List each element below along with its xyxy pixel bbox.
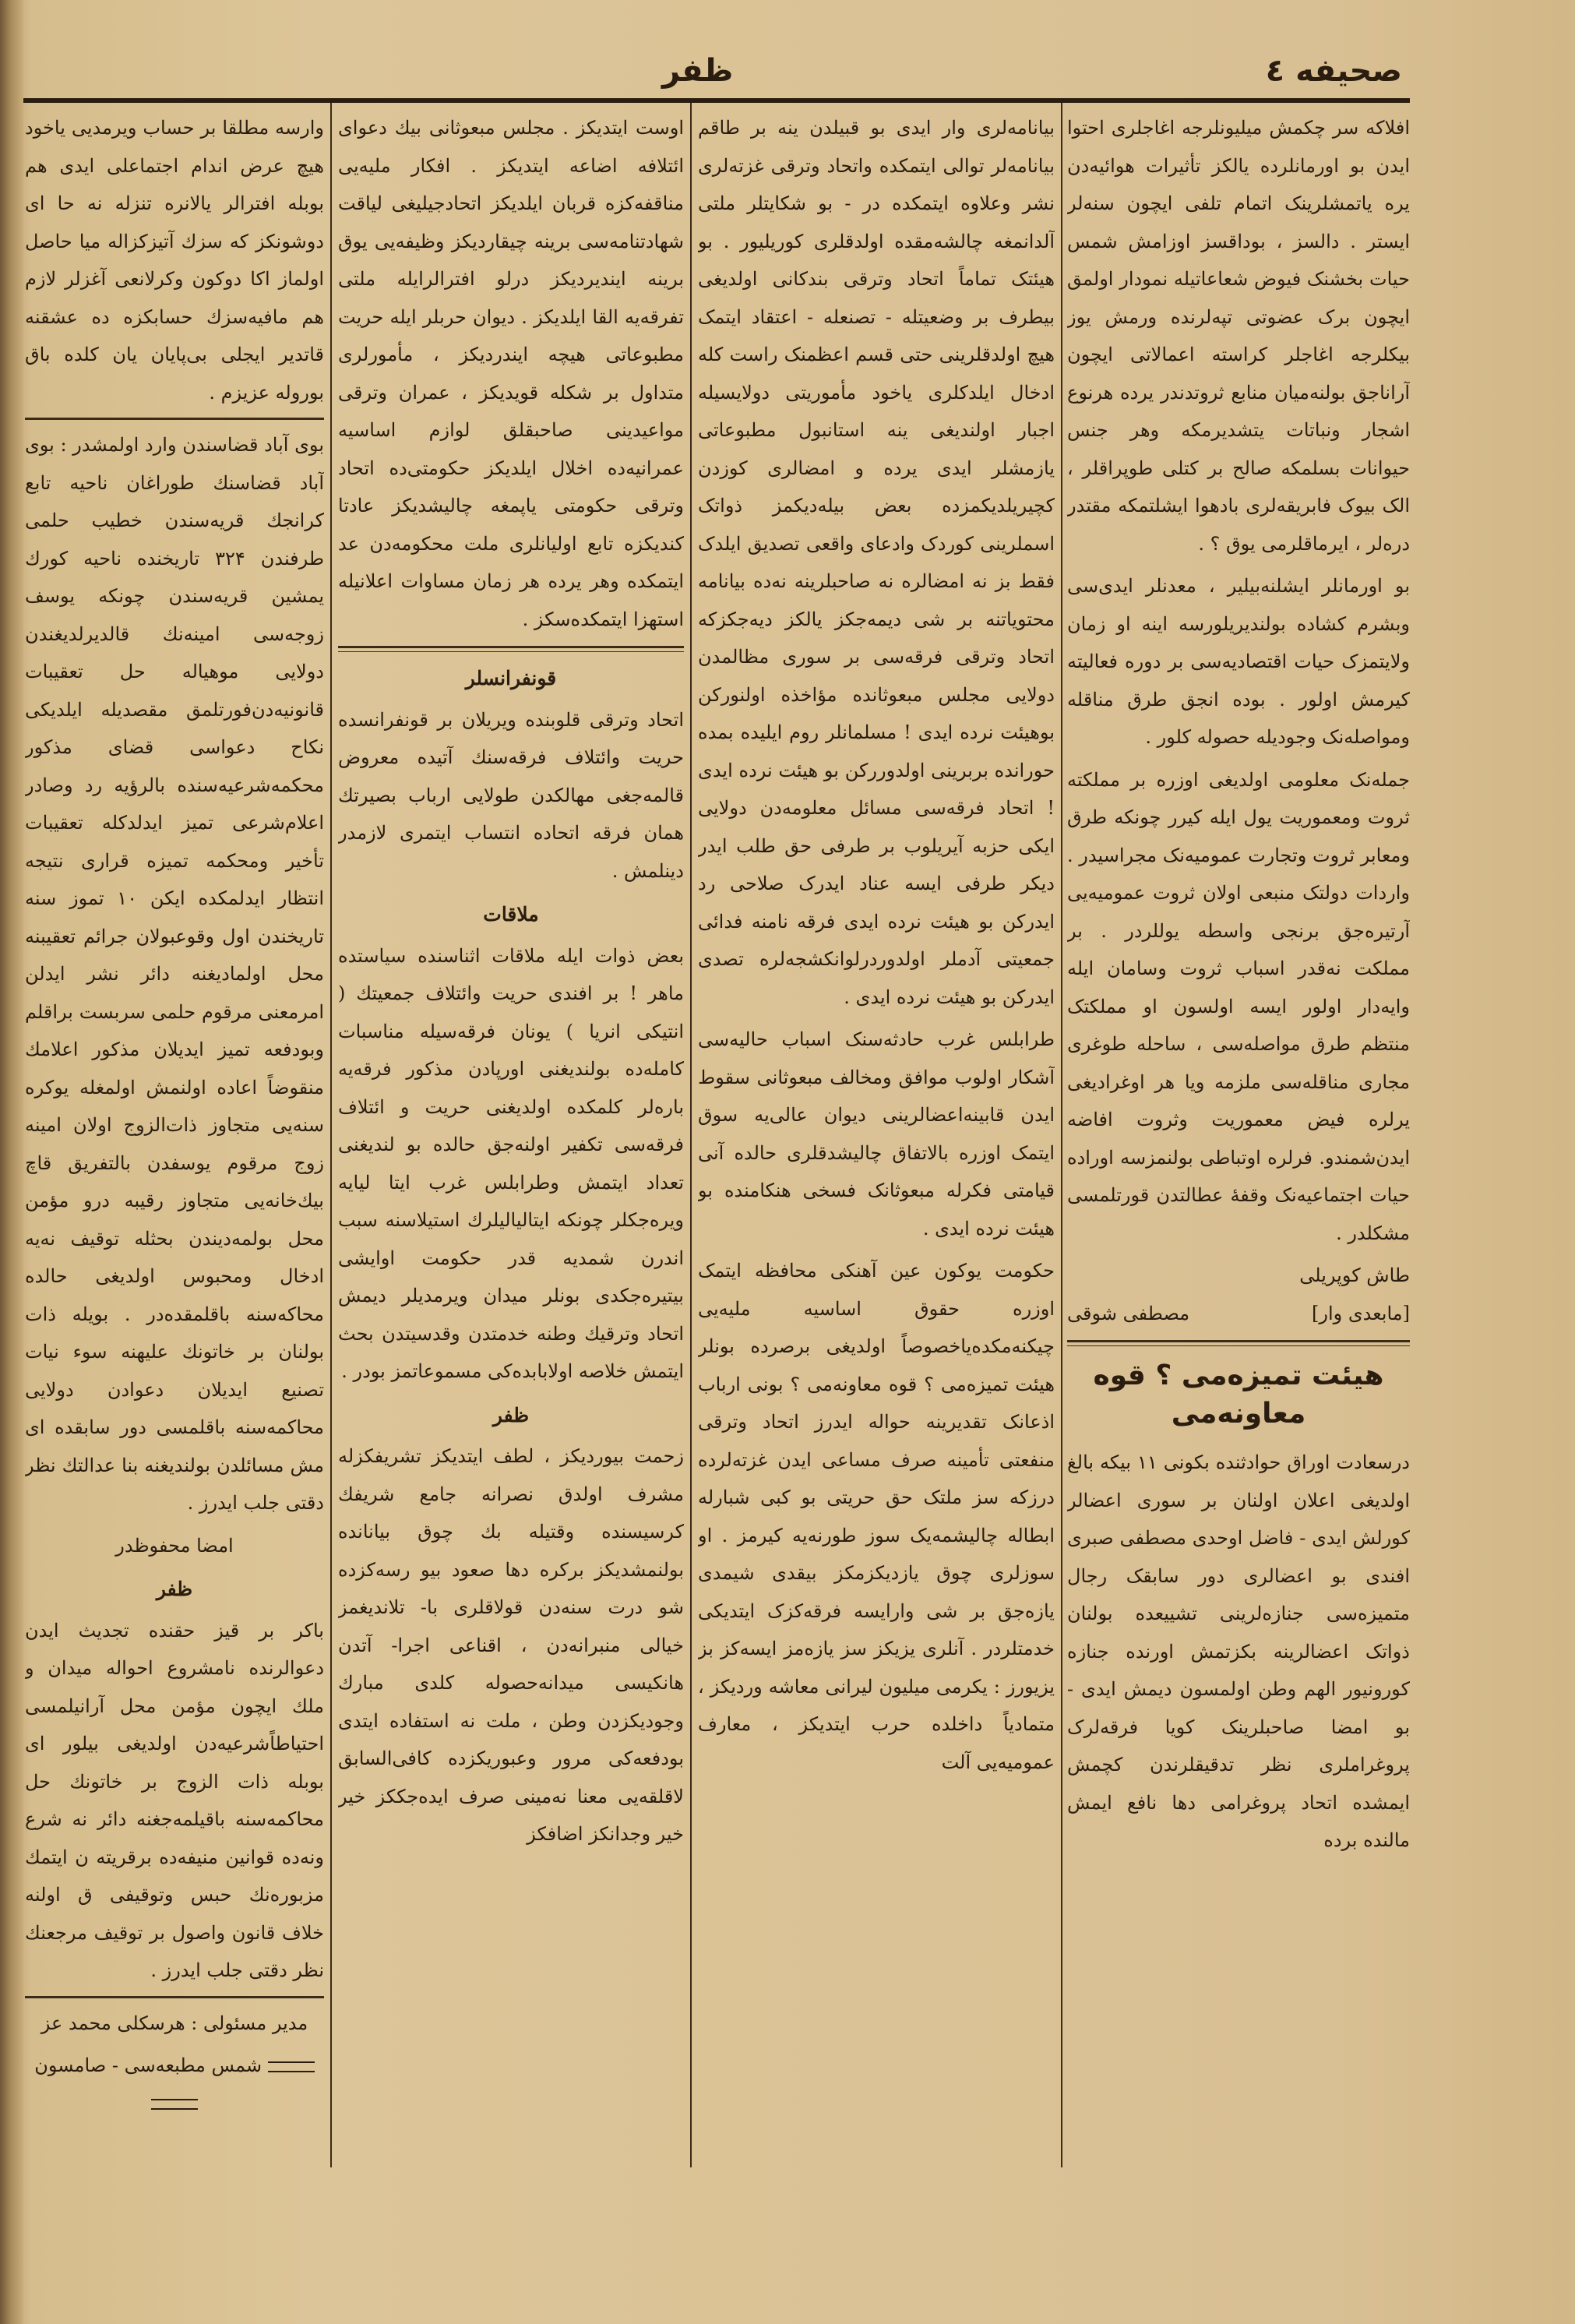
report-signature: امضا محفوظدر (115, 1534, 234, 1557)
newspaper-title: ظفر (662, 53, 734, 89)
col2-paragraph: بیانامه‌لری وار ایدی بو قبیلدن ینه بر طاقم بیانامه‌لر توالی ایتمکده واتحاد وترقی غزته‌لری نشر وعلاوه ایتمکده در - بو شکایتلر ملتی آلدانمغه چالشه‌مقده اولدقلری کوریلیور . بو هیئتک تماماً اتحاد وترقی بندکانی اولدیغی بیطرف بر وضعیتله - تصنعله - اعتقاد ایتمک هیچ اولدقلرینی حتی قسم اعظمنک راست کله ادخال ایلدکلری یاخود مأموریتی دولایسیله اجبار اولندیغی ینه استانبول مطبوعاتی یازمشلر ایدی یرده و امضالری کوزدن کچیریلدیکمزده بعض بیله‌دیکمز ذواتک اسملرینی کوردک وادعای واقعی تصدیق ایلدک فقط بز نه امضالره نه صاحبلرینه نه‌ده بیانامه محتویاتنه بر شی دیمه‌جکز یالکز دیه‌جکزکه اتحاد وترقی فرقه‌سی بر سوری مظالمدن دولایی مجلس مبعوثانده مؤاخذه اولنورکن بوهیئت نرده ایدی ! مسلمانلر روم ایلیده بمده حورانده بربرینی اولدوررکن بو هیئت نرده ایدی ! اتحاد فرقه‌سی مسائل معلومه‌دن دولایی ایکی حزبه آیریلوب بر طرفی حق طلب ایدر دیکر طرفی ایسه عناد ایدرک صلاحی رد ایدرکن بو هیئت نرده ایدی فرقه نامنه فدائی جمعیتی آدملر اولدوردرلوانکشجه‌لره تصدی ایدرکن بو هیئت نرده ایدی . (698, 117, 1055, 1008)
column-rule (690, 103, 692, 2167)
col1-paragraph: افلاکه سر چکمش میلیونلرجه اغاجلری احتوا ایدن بو اورمانلرده یالکز تأثیرات هوائیه‌دن یره یاتمشلرینک اتمام تلفی ایچون سنه‌لر ایستر . دالسز ، بوداقسز اوزامش شمس حیات بخشنک فیوض شعاعاتیله نمودار اولمق ایچون برک عضوتی تپه‌لرنده ورمش یوز بیکلرجه اغاجلر کراسته اعمالاتی ایچون آراناجق بولنه‌میان منابع ثروتدندر یرده هرنوع اشجار ونباتات یتشدیرمکه وهر جنس حیوانات بسلمکه صالح بر کتلی طوپراقلر ، الک بیوک فابریقه‌لری بادهوا ایشلتمکه مقتدر دره‌لر ، ایرماقلرمی یوق ؟ . (1067, 117, 1410, 555)
header-rule (23, 98, 1410, 103)
page-number: صحیفه ٤ (1265, 53, 1402, 89)
col1-paragraph: جمله‌نک معلومی اولدیغی اوزره بر مملکته ثروت ومعموریت یول ایله کیرر چونکه طرق ومعابر ثروت وتجارت عمومیه‌نک مجراسیدر . واردات دولتک منبعی اولان ثروت عمومیه‌یی آرتیره‌جق برنجی واسطه یوللردر . بر مملکت نه‌قدر اسباب ثروت وسامان ایله وایه‌دار اولور ایسه اولسون او مملکتک منتظم طرق مواصله‌سی ، ساحله طوغری مجاری مناقله‌سی ملزمه ویا هر اوغرادیغی یرلره فیض معموریت وثروت افاضه ایدن‌شمندو. فرلره اوتباطی بولنمزسه اوراده حیات اجتماعیه‌نک وقفهٔ عطالتدن قورتلمسی مشکلدر . (1067, 768, 1410, 1244)
column-2 (698, 109, 1055, 2104)
ornament (151, 2099, 198, 2110)
col3-paragraph: اوست ایتدیکز . مجلس مبعوثانی بیك دعوای ائتلافه اضاعه ایتدیکز . افکار ملیه‌یی مناقفه‌کزه قربان ایلدیکز اتحادجیلیغی لیاقت شهادتنامه‌سی برینه چیقاردیکز وظیفه‌یی یوق برینه ایندیردیکز درلو افترالرایله ملتی تفرقه‌یه القا ایلدیکز . دیوان حربلر ایله حریت مطبوعاتی هیچه ایندردیکز ، مأمورلری متداول بر شکله قویدیکز ، عمران وترقی مواعیدینی صاحبقلق لوازم اساسیه عمرانیه‌ده اخلال ایلدیکز حکومتی‌ده اتحاد وترقی حکومتی یاپمغه چالیشدیکز عادتا کندیکزه تابع اولیانلری ملت محکومه‌دن عد ایتمکده وهر یرده هر زمان مساوات اعلانیله استهزا ایتمکده‌سکز . (338, 117, 684, 630)
col1-paragraph: بو اورمانلر ایشلنه‌بیلیر ، معدنلر ایدی‌سی وبشرم کشاده بولندیریلورسه اینه او زمان ولایتمزک حیات اقتصادیه‌سی بر دوره فعالیته کیرمش اولور . بوده انجق طرق مناقله ومواصله‌نک وجودیله حصوله کلور . (1067, 575, 1410, 748)
col2-paragraph: طرابلس غرب حادثه‌سنک اسباب حالیه‌سی آشکار اولوب موافق ومخالف مبعوثانی سقوط ایدن قابینه‌اعضالرینی دیوان عالی‌یه سوق ایتمک اوزره بالاتفاق چالیشدقلری حالده آنی قیامتی فکرله مبعوثانک فسخی هنکامنده بو هیئت نرده ایدی . (698, 1028, 1055, 1240)
footer-press: شمس مطبعه‌سی - صامسون (34, 2054, 262, 2076)
section-title-zafer: ظفر (492, 1403, 530, 1426)
column-4 (25, 109, 324, 2197)
section-divider (338, 646, 684, 652)
section-title-conferences: قونفرانسلر (465, 667, 557, 689)
column-3 (338, 109, 684, 2104)
column-rule (330, 103, 332, 2167)
zafer-note-body: باکر بر قیز حقنده تجدیث ایدن دعوالرنده نامشروع احواله میدان و ملك ایچون مؤمن محل آرانیلمسی احتیاطاًشرعیه‌دن اولدیغی بیلور ای بوبله ذات الزوج بر خاتونك حل محاکمه‌سنه باقیلمه‌جغنه دائر نه شرع ونه‌ده قوانین منیفه‌ده برقریته ن ایتمك مزبوره‌نك حبس وتوقیفی ق اولنه خلاف قانون واصول بر توقیف مرجعنك نظر دقتی جلب ایدرز . (25, 1619, 324, 1981)
author-name: مصطفی شوقی (1067, 1302, 1190, 1324)
footer-divider (25, 1996, 324, 1998)
signature-place: طاش کوپریلی (1299, 1264, 1410, 1286)
continued-label: [مابعدی وار] (1311, 1302, 1410, 1324)
article-title: هیئت تمیزه‌می ؟ قوه معاونه‌می (1093, 1359, 1384, 1430)
article-body: درسعادت اوراق حوادثنده بکونی ۱۱ بیکه بالغ اولدیغی اعلان اولنان بر سوری اعضالر کورلش ایدی - فاضل اوحدی مصطفی صبری افندی بو اعضالری دور سابقک رجال متمیزه‌سی جنازه‌لرینی تشییعده بولنان ذواتک اعضالرینه بکزتمش اورنده جنازه کورونیور الهم وطن اولمسون دیمش ایدی - بو امضا صاحبلرینک کویا فرقه‌لرک پروغراملری نظر تدقیقلرندن کچمش ایمشده اتحاد پروغرامی دها نافع ایمش مالنده برده (1067, 1451, 1410, 1851)
column-rule (1061, 103, 1062, 2167)
col4-paragraph: وارسه مطلقا بر حساب ویرمدیی یاخود هیچ عرض اندام اجتماعلی ایدی هم بوبله افترالر یالانره تنزله نه حا ای دوشونکز که سزك آتیزکزاله میا حاصل اولماز اکا دوکون وکرلانعی آغزلر لازم هم مافیه‌سزك حسابکزه ده عشقنه قاتدیر ایجلی بی‌پایان یان کلده باق بوروله عزیزم . (25, 117, 324, 404)
conferences-body: اتحاد وترقی قلوبنده ویریلان بر قونفرانسده حریت وائتلاف فرقه‌سنك آتیده معروض قالمه‌جغی مهالکدن طولایی ارباب بصیرتك همان فرقه اتحاده انتساب ایتمری لازمدر دینلمش . (338, 708, 684, 882)
report-body: بوی آباد قضاسندن وارد اولمشدر : بوی آباد قضاسنك طوراغان ناحیه تابع کرانجك قریه‌سندن خطیب حلمی طرفندن ۳۲۴ تاریخنده ناحیه کورك یمشین قریه‌سندن چونکه یوسف زوجه‌سی امینه‌نك قالدیرلدیغندن دولایی موهیاله حل تعقیبات قانونیه‌دن‌فورتلمق مقصدیله ایلدیکی نکاح دعواسی قضای مذکور محکمه‌شرعیه‌سنده بالرؤیه رد وصادر اعلام‌شرعی تمیز ایدلدکله تعقیبات تأخیر ومحکمه تمیزه قراری نتیجه انتظار ایدلمکده ایکن ۱۰ تموز سنه تاریخندن اول وقوعبولان جرائم تعقیبنه محل اولمادیغنه دائر نشر ایدلن امرمعنی مرقوم حلمی سربست براقلم وبودفعه تمیز ایدیلان مذکور اعلامك منقوضاً اعاده اولنمش اولمغله یوکره سنه‌یی متجاوز ذات‌الزوج اولان امینه زوج مرقوم یوسفدن بالتفریق قاچ بیك‌خانه‌یی متجاوز رقیبه درو مؤمن محل بولمه‌دیندن بحثله توقیف نه‌یه ادخال ومحبوس اولدیغی حالده محاکه‌سنه باقلمقده‌در . بویله ذات بولنان بر خاتونك علیهنه سوء نیات تصنیع ایدیلان دعوادن دولایی محاکمه‌سنه باقلمسی دور سابقده ای مش مسائلدن بولندیغنه بنا عدالتك نظر دقتی جلب ایدرز . (25, 434, 324, 1514)
meeting-body: بعض ذوات ایله ملاقات اثناسنده سیاستده ماهر ! بر افندی حریت وائتلاف جمعیتك ( انتیکی انریا ) یونان فرقه‌سیله مناسبات کامله‌ده بولندیغنی اورپادن مذکور فرقه‌یه باره‌لر کلمکده اولدیغنی حریت و ائتلاف فرقه‌سی تکفیر اولنه‌جق حالده بو لندیغنی تعداد ایتمش وطرابلس غرب ایتا لیایه ویره‌جکلر چونکه ایتالیالیلرك استیلاسنه سبب اندرن شمدیه قدر حکومت اوایشی بیتیره‌جکدی بونلر میدان ویرمدیلر دیمش اتحاد وترقیك وطنه خدمتدن وقدسیتدن بحث ایتمش خلاصه اولابابده‌کی مسموعاتمز بودر . (338, 944, 684, 1382)
section-title-meeting: ملاقات (483, 903, 539, 926)
column-1 (1067, 109, 1410, 2104)
author-row (1067, 1295, 1410, 1333)
page-binding (0, 0, 23, 2324)
footer-press-row (25, 2047, 324, 2122)
col2-paragraph: حکومت یوکون عین آهنکی محافظه ایتمک اوزره حقوق اساسیه ملیه‌یی چیکنه‌مکده‌یاخصوصاً اولدیغی برصرده بونلر هیئت تمیزه‌می ؟ قوه معاونه‌می ؟ بونی ارباب اذعانک تقدیرینه حواله ایدرز اتحاد وترقی منفعتی تأمینه صرف مساعی ایدن غزته‌لرده درزکه سز ملتک حق حریتی بو کبی شبارله ابطاله چالیشمه‌یک سوز طورنه‌یه کیرمز . او سوزلری چوق یازدیکزمکز بیقدی شیمدی یازه‌جق بر شی وارایسه فرقه‌کزک ایتدیکی خدمتلردر . آنلری یزیکز سز یازه‌مز ایسه‌کز بز یزیورز : یکرمی میلیون لیرانی معاشه وردیکز ، متمادیاً داخلده حرب ایتدیکز ، معارف عمومیه‌یی آلت (698, 1260, 1055, 1773)
footer-manager: مدیر مسئولی : هرسکلی محمد عز (41, 2012, 308, 2034)
ornament (268, 2061, 315, 2072)
section-title-zafer: ظفر (156, 1578, 193, 1600)
section-divider (1067, 1340, 1410, 1346)
section-divider (25, 418, 324, 420)
zafer-body: زحمت بیوردیکز ، لطف ایتدیکز تشریفکزله مشرف اولدق نصرانه جامع شریفك کرسیسنده وقتیله بك چوق بیانانده بولنمشدیکز برکره دها صعود بیو رسه‌کزده شو درت سنه‌دن قولاقلری با- تلاندیغمز خیالی منبرانه‌دن ، اقناعی اجرا- آتدن هانکیسی میدانه‌حصوله کلدی مبارك وجودیکزدن وطن ، ملت نه استفاده ایتدی بودفعه‌کی مرور وعبوریکزده کافی‌السابق لاقلقه‌یی معنا نه‌مینی صرف ایده‌جککز خیر خیر وجدانکز اضافکز (338, 1445, 684, 1845)
signature-row (1067, 1257, 1410, 1295)
page-header (23, 47, 1410, 101)
